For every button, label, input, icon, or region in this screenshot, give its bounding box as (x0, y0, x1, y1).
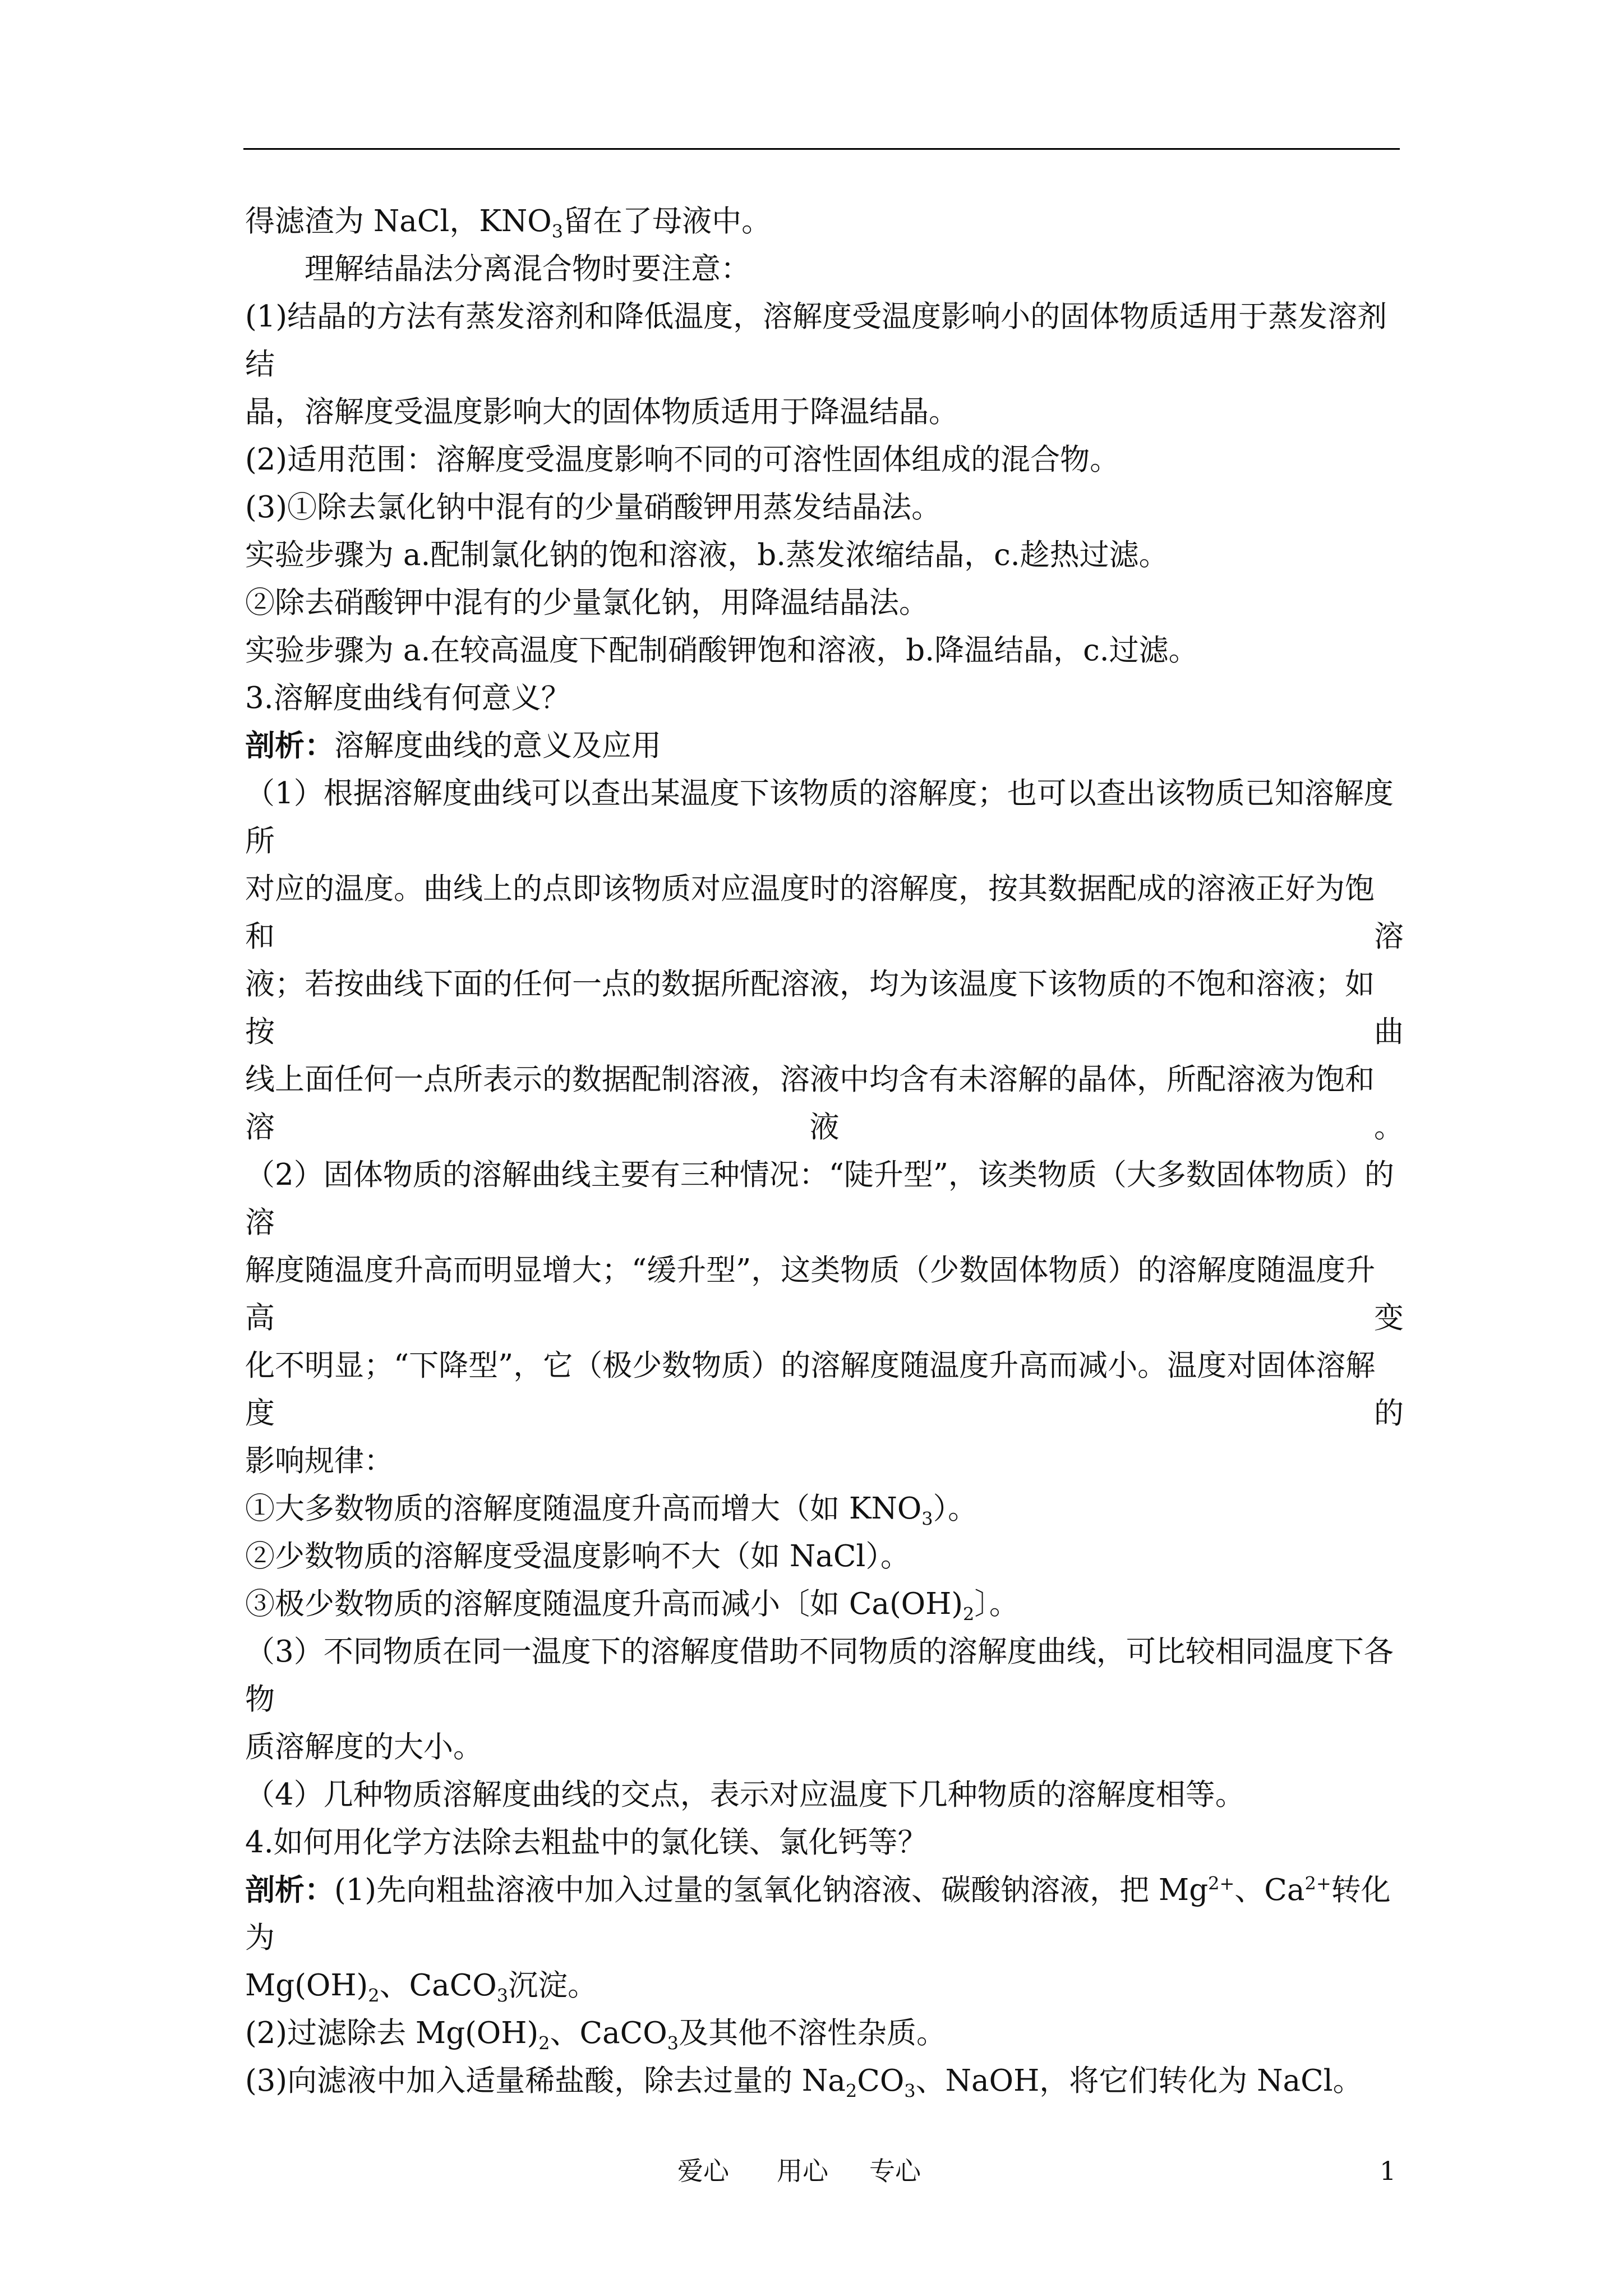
question-heading: 3.溶解度曲线有何意义？ (245, 681, 571, 715)
text-line: 液；若按曲线下面的任何一点的数据所配溶液，均为该温度下该物质的不饱和溶液；如按曲 (245, 967, 1404, 1049)
text-line: $Mg(OH)_2$、CaCO$_3$沉淀。 (245, 1968, 598, 2007)
text-line: (3)向滤液中加入适量稀盐酸，除去过量的 $Na_2CO_3$、NaOH，将它们转化为 NaCl。 (245, 2064, 1363, 2102)
text-line: 晶，溶解度受温度影响大的固体物质适用于降温结晶。 (245, 395, 958, 429)
text-line: （3）不同物质在同一温度下的溶解度借助不同物质的溶解度曲线，可比较相同温度下各物 (245, 1635, 1394, 1717)
text-line: (2)过滤除去 $Mg(OH)_2$、CaCO$_3$及其他不溶性杂质。 (245, 2016, 947, 2054)
text-line: （4）几种物质溶解度曲线的交点，表示对应温度下几种物质的溶解度相等。 (245, 1778, 1245, 1812)
text-line: ①大多数物质的溶解度随温度升高而增大（如 $KNO_3$）。 (245, 1492, 978, 1530)
text-line: ③极少数物质的溶解度随温度升高而减小〔如 $Ca(OH)_2$〕。 (245, 1587, 1019, 1625)
text-line: 影响规律： (245, 1444, 394, 1478)
text-line: （2）固体物质的溶解曲线主要有三种情况：“陡升型”，该类物质（大多数固体物质）的溶 (245, 1158, 1394, 1240)
analysis-label: 剖析： (245, 728, 334, 763)
document-body (245, 197, 1404, 2105)
text-line: (2)适用范围：溶解度受温度影响不同的可溶性固体组成的混合物。 (245, 443, 1120, 477)
text-line: (1)结晶的方法有蒸发溶剂和降低温度，溶解度受温度影响小的固体物质适用于蒸发溶剂结 (245, 300, 1387, 381)
page-number: 1 (1380, 2156, 1396, 2186)
text-line: 理解结晶法分离混合物时要注意： (305, 252, 750, 286)
text-line: 剖析：(1)先向粗盐溶液中加入过量的氢氧化钠溶液、碳酸钠溶液，把 $Mg^{2+}$、$Ca^{2+}$转化为 (245, 1872, 1391, 1955)
footer-text: 专心 (869, 2156, 921, 2186)
text-line: ②除去硝酸钾中混有的少量氯化钠，用降温结晶法。 (245, 586, 929, 620)
text-line: 剖析：溶解度曲线的意义及应用 (245, 728, 661, 763)
text-line: 对应的温度。曲线上的点即该物质对应温度时的溶解度，按其数据配成的溶液正好为饱和溶 (245, 872, 1404, 954)
text-line: 得滤渣为 NaCl，$KNO_3$留在了母液中。 (245, 204, 772, 242)
text-line: (3)①除去氯化钠中混有的少量硝酸钾用蒸发结晶法。 (245, 490, 942, 524)
text-line: 实验步骤为 a.在较高温度下配制硝酸钾饱和溶液，b.降温结晶，c.过滤。 (245, 633, 1198, 668)
analysis-label: 剖析： (245, 1872, 334, 1907)
header-rule (243, 148, 1400, 150)
text-line: ②少数物质的溶解度受温度影响不大（如 NaCl）。 (245, 1539, 910, 1573)
question-heading: 4.如何用化学方法除去粗盐中的氯化镁、氯化钙等？ (245, 1825, 928, 1860)
footer-text: 爱心 (677, 2156, 729, 2186)
text-line: 实验步骤为 a.配制氯化钠的饱和溶液，b.蒸发浓缩结晶，c.趁热过滤。 (245, 538, 1169, 572)
text-line: 线上面任何一点所表示的数据配制溶液，溶液中均含有未溶解的晶体，所配溶液为饱和溶液。 (245, 1062, 1404, 1144)
text-line: （1）根据溶解度曲线可以查出某温度下该物质的溶解度；也可以查出该物质已知溶解度所 (245, 776, 1394, 858)
text-line: 质溶解度的大小。 (245, 1730, 483, 1764)
text-line: 化不明显；“下降型”，它（极少数物质）的溶解度随温度升高而减小。温度对固体溶解度的 (245, 1349, 1404, 1430)
text-line: 解度随温度升高而明显增大；“缓升型”，这类物质（少数固体物质）的溶解度随温度升高变 (245, 1253, 1404, 1335)
footer-text: 用心 (777, 2156, 828, 2186)
